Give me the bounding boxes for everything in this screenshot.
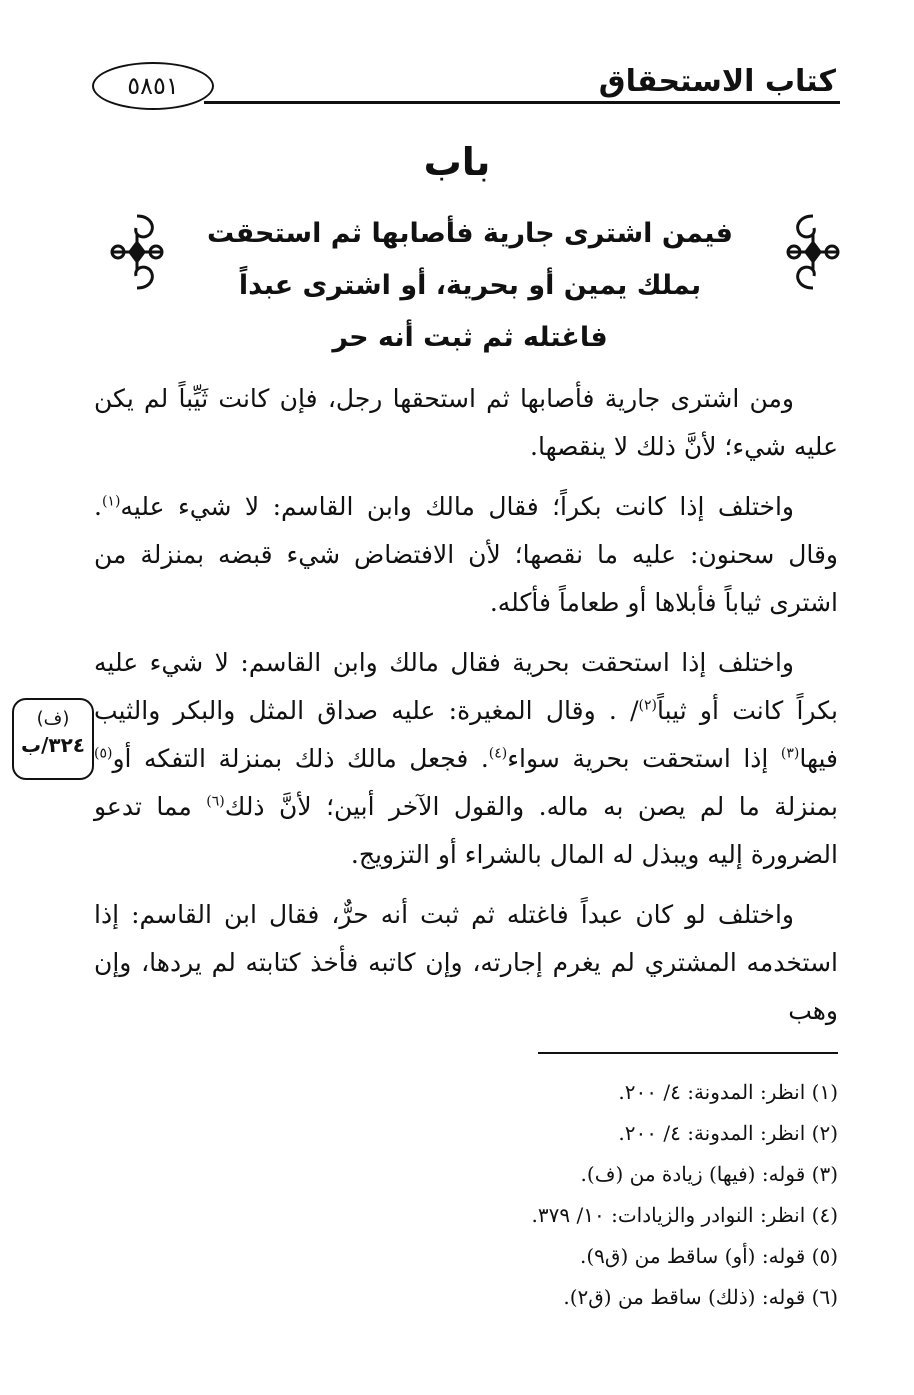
chapter-subtitle <box>170 208 770 364</box>
paragraph-text: واختلف إذا استحقت بحرية فقال مالك وابن القاسم: لا شيء عليه بكراً كانت أو ثيباً <box>94 648 838 725</box>
paragraph-text: واختلف إذا كانت بكراً؛ فقال مالك وابن القاسم: لا شيء عليه <box>120 492 794 521</box>
footnote-ref[interactable]: (٢) <box>638 697 657 714</box>
paragraph-text: إذا استحقت بحرية سواء <box>507 744 781 773</box>
folio-number: ٣٢٤/ب <box>20 733 86 757</box>
footnote-ref[interactable]: (٥) <box>94 745 113 762</box>
header-rule <box>204 101 840 104</box>
paragraph-text: بمنزلة ما لم يصن به ماله. والقول الآخر أبين؛ لأنَّ ذلك <box>224 792 838 821</box>
manuscript-folio-note <box>12 698 94 780</box>
subtitle-line: بملك يمين أو بحرية، أو اشترى عبداً <box>238 270 702 301</box>
footnote: (٢) انظر: المدونة: ٤/ ٢٠٠. <box>618 1121 838 1145</box>
page-header <box>92 62 840 116</box>
floral-ornament-icon <box>780 210 846 294</box>
paragraph <box>94 375 838 471</box>
footnote-ref[interactable]: (٦) <box>206 793 225 810</box>
folio-source: (ف) <box>36 708 70 729</box>
subtitle-line: فيمن اشترى جارية فأصابها ثم استحقت <box>207 218 733 249</box>
footnote-ref[interactable]: (١) <box>101 493 121 510</box>
footnote: (٤) انظر: النوادر والزيادات: ١٠/ ٣٧٩. <box>531 1203 838 1227</box>
footnote-ref[interactable]: (٤) <box>488 745 508 762</box>
paragraph <box>94 639 838 879</box>
main-text <box>94 375 838 1047</box>
paragraph-text: ومن اشترى جارية فأصابها ثم استحقها رجل، فإن كانت ثَيِّباً لم يكن عليه شيء؛ لأنَّ ذلك لا ينقصها. <box>94 384 838 461</box>
paragraph-text: واختلف لو كان عبداً فاغتله ثم ثبت أنه حرٌّ، فقال ابن القاسم: إذا استخدمه المشتري لم يغرم إجارته، وإن كاتبه فأخذ كتابته لم يردها، وإن وهب <box>94 900 838 1025</box>
chapter-heading: باب <box>423 140 491 184</box>
paragraph-text: مما تدعو الضرورة إليه ويبذل له المال بالشراء أو التزويج. <box>94 792 838 869</box>
footnote: (٥) قوله: (أو) ساقط من (ق٩). <box>580 1244 838 1268</box>
paragraph-text: . فجعل مالك ذلك بمنزلة التفكه أو <box>112 744 489 773</box>
footnote-separator <box>538 1052 838 1054</box>
paragraph <box>94 483 838 627</box>
paragraph <box>94 891 838 1035</box>
subtitle-line: فاغتله ثم ثبت أنه حر <box>332 322 608 353</box>
footnote: (٣) قوله: (فيها) زيادة من (ف). <box>580 1162 838 1186</box>
page-number: ٥٨٥١ <box>92 62 214 110</box>
footnote: (١) انظر: المدونة: ٤/ ٢٠٠. <box>618 1080 838 1104</box>
book-title: كتاب الاستحقاق <box>598 64 836 99</box>
paragraph-text: / . وقال المغيرة: عليه صداق المثل والبكر والثيب فيها <box>94 696 838 773</box>
footnote-ref[interactable]: (٣) <box>780 745 800 762</box>
paragraph-text: . وقال سحنون: عليه ما نقصها؛ لأن الافتضاض شيء قبضه بمنزلة من اشترى ثياباً فأبلاها أو طعاماً فأكله. <box>94 492 838 617</box>
footnote: (٦) قوله: (ذلك) ساقط من (ق٢). <box>563 1285 838 1309</box>
floral-ornament-icon <box>104 210 170 294</box>
footnotes <box>300 1072 838 1318</box>
